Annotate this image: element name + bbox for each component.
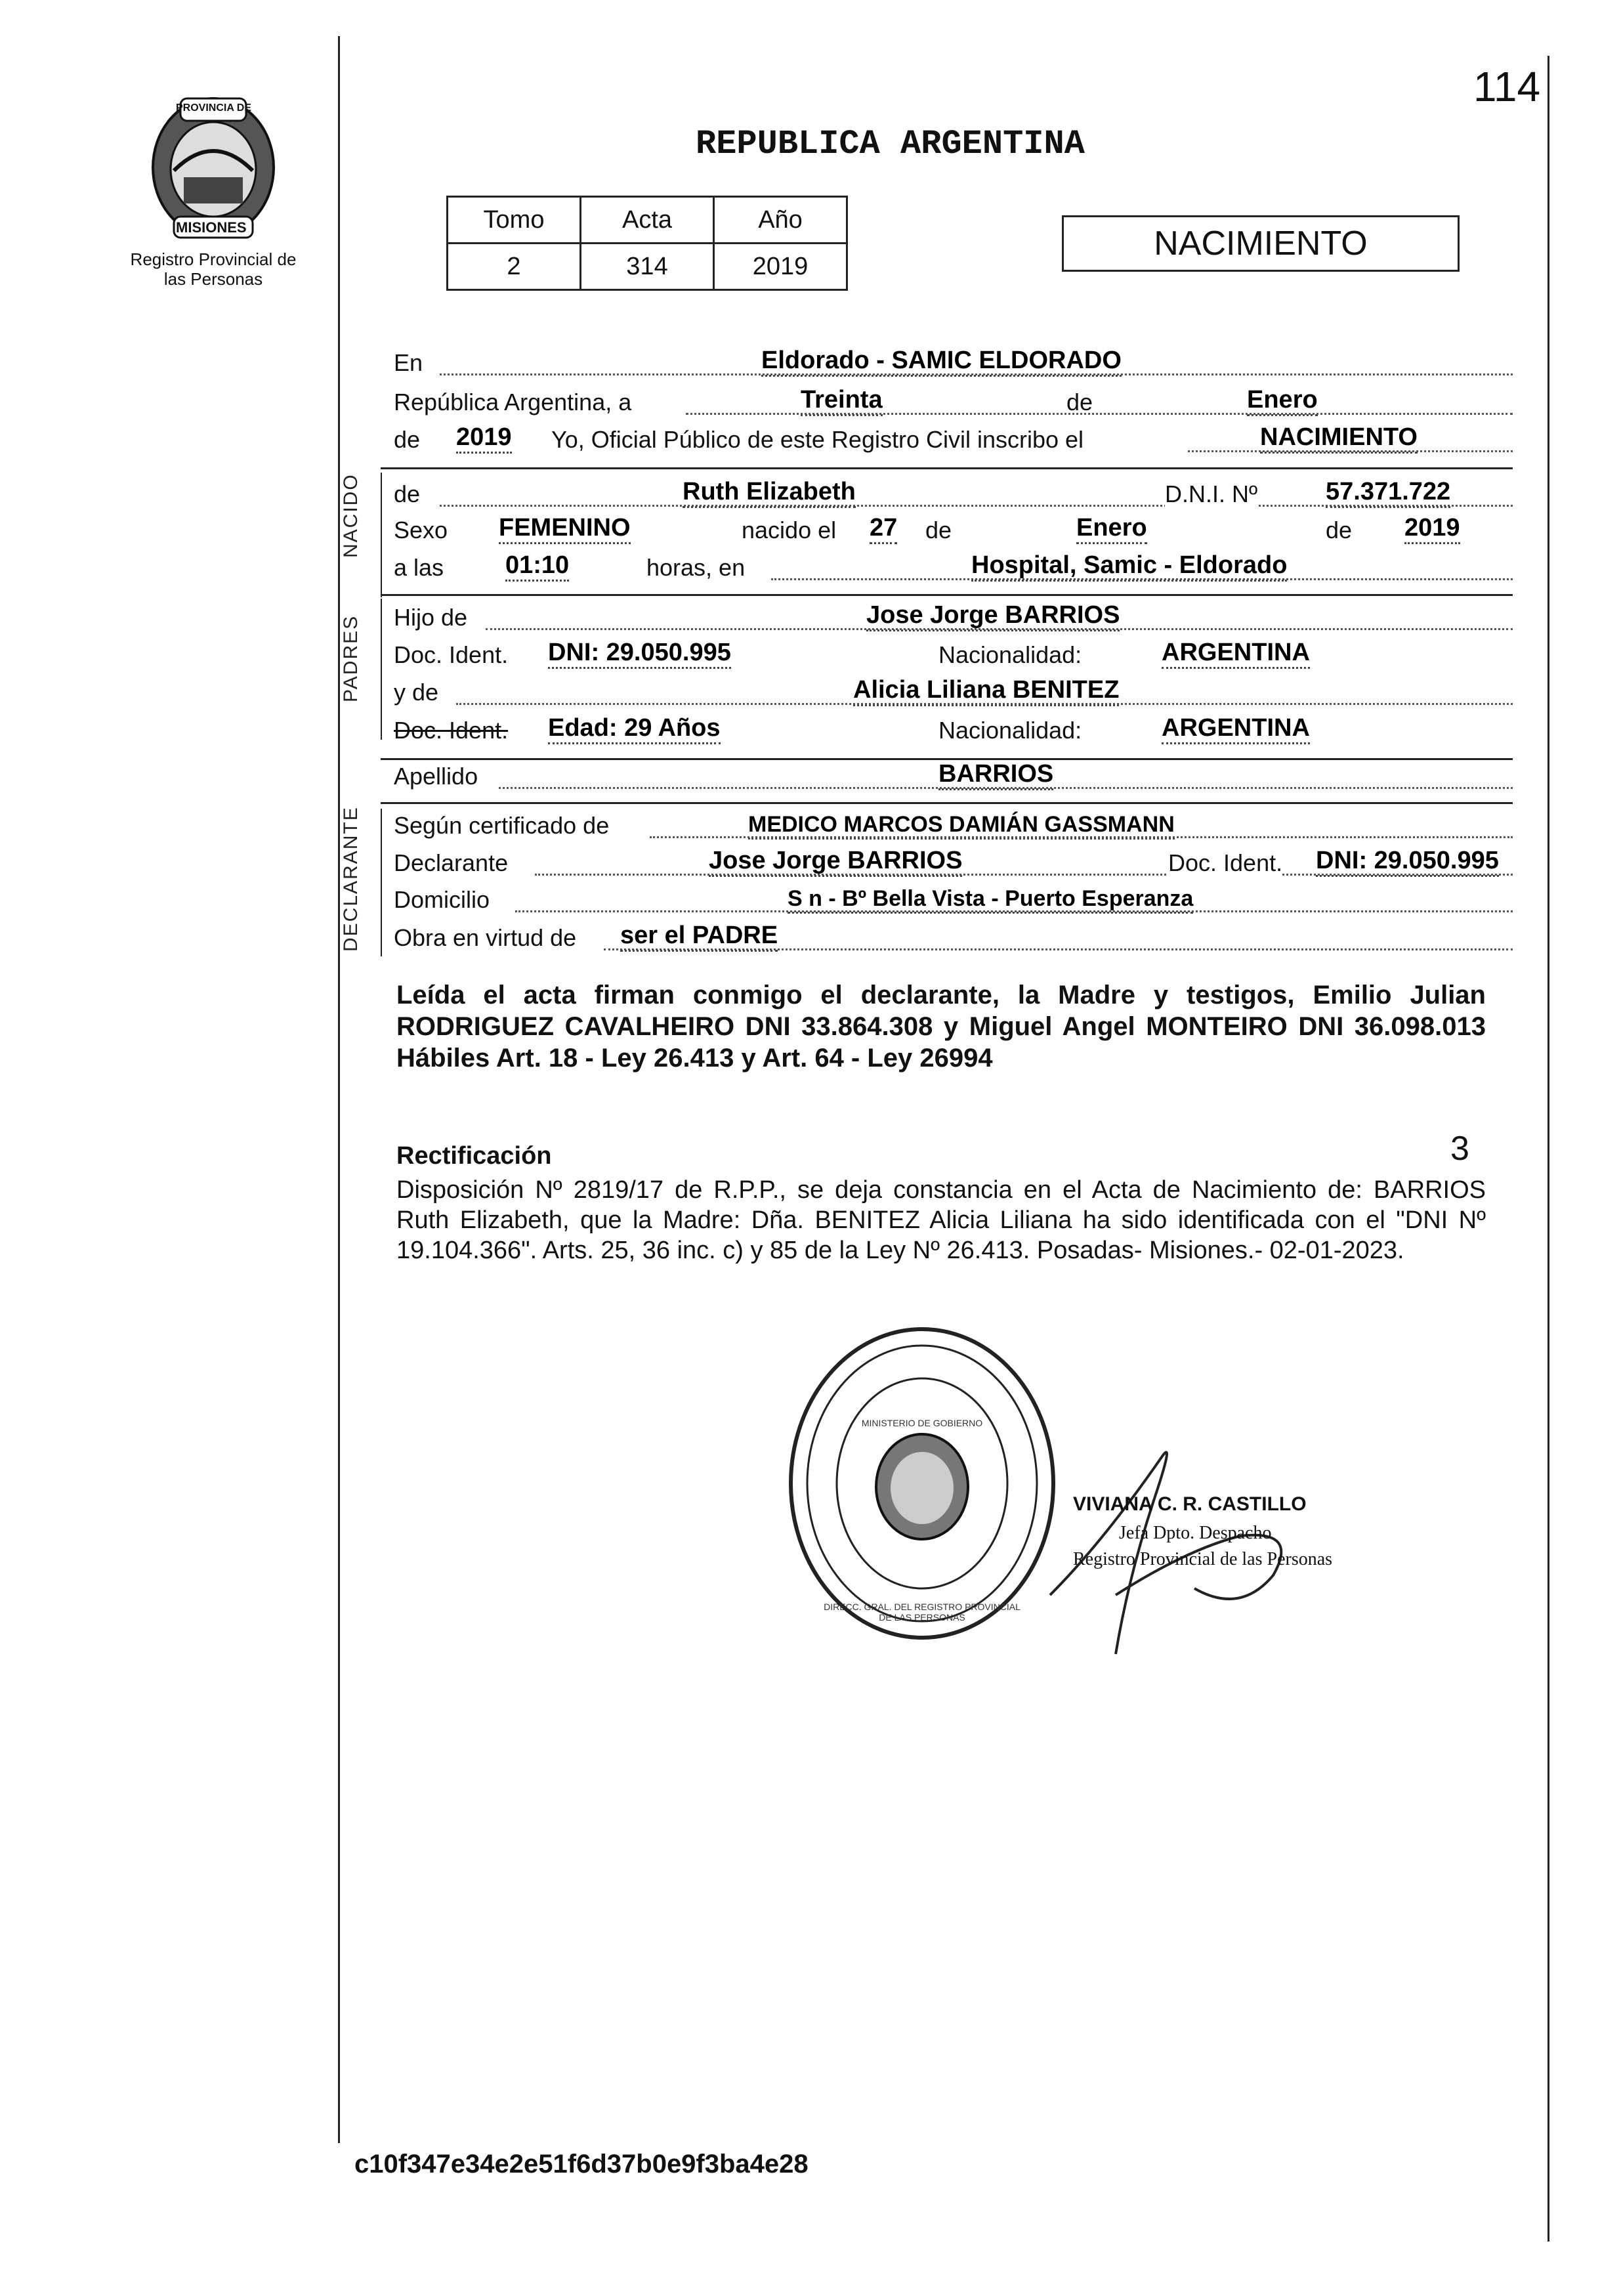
tomo-value: 2 (448, 244, 581, 290)
horas-label: horas, en (646, 554, 746, 581)
right-border (1547, 56, 1549, 2242)
nacido-label: nacido el (742, 517, 837, 543)
line-padre-doc (394, 633, 1513, 671)
line-nombre (394, 473, 1513, 511)
dni-label: D.N.I. Nº (1165, 480, 1258, 507)
registry-label: Registro Provincial de las Personas (130, 249, 297, 289)
obra-value: ser el PADRE (620, 922, 778, 952)
certificado-value: MEDICO MARCOS DAMIÁN GASSMANN (748, 812, 1175, 840)
line-declarante (394, 841, 1513, 880)
declarante-doc-value: DNI: 29.050.995 (1316, 847, 1499, 877)
doc2-label: Doc. Ident. (394, 717, 509, 744)
lugar-nac-value: Hospital, Samic - Eldorado (971, 551, 1287, 582)
emblem-bottom-text: MISIONES (176, 219, 247, 236)
line-en (394, 341, 1513, 379)
country-title: REPUBLICA ARGENTINA (696, 125, 1085, 163)
closing-text: Leída el acta firman conmigo el declarante, la Madre y testigos, Emilio Julian RODRIGUEZ CAVALHEIRO DNI 33.864.308 y Miguel Angel MONTEIRO DNI 36.098.013 Hábiles Art. 18 - Ley 26.413 y Art. 64 - Ley 26994 (396, 981, 1486, 1073)
madre-doc-value: Edad: 29 Años (548, 714, 721, 744)
section-nacido: NACIDO (340, 473, 362, 558)
dni-value: 57.371.722 (1326, 478, 1450, 508)
en-label: En (394, 349, 423, 376)
cert-label: Según certificado de (394, 812, 610, 839)
de3-label: de (394, 480, 421, 507)
doc3-label: Doc. Ident. (1168, 849, 1283, 876)
dia-nac-value: 27 (870, 514, 897, 544)
acto-value: NACIMIENTO (1260, 423, 1418, 454)
inscribo-label: Yo, Oficial Público de este Registro Civil inscribo el (551, 426, 1084, 453)
emblem-top-text: PROVINCIA DE (176, 102, 251, 114)
line-obra (394, 916, 1513, 954)
left-border (338, 36, 340, 2143)
section-padres: PADRES (340, 614, 362, 702)
tomo-acta-ano-table (446, 196, 848, 291)
rectificacion-text: Disposición Nº 2819/17 de R.P.P., se deja constancia en el Acta de Nacimiento de: BARRIOS Ruth Elizabeth, que la Madre: Dña. BENITEZ Alicia Liliana ha sido identificada con el "DNI Nº 19.104.366". Arts. 25, 36 inc. c) y 85 de la Ley Nº 26.413. Posadas- Misiones.- 02-01-2023. (396, 1176, 1486, 1264)
mes-nac-value: Enero (1076, 514, 1147, 544)
signature-role: Jefa Dpto. Despacho (1119, 1523, 1272, 1543)
apellido-value: BARRIOS (938, 760, 1053, 790)
de4-label: de (925, 517, 952, 543)
declarante-value: Jose Jorge BARRIOS (709, 847, 962, 877)
nac2-label: Nacionalidad: (938, 717, 1082, 744)
acta-value: 314 (581, 244, 714, 290)
sexo-label: Sexo (394, 517, 448, 543)
de2-label: de (394, 426, 421, 453)
page-number: 114 (1473, 63, 1541, 110)
madre-nac-value: ARGENTINA (1162, 714, 1310, 744)
lugar-value: Eldorado - SAMIC ELDORADO (761, 347, 1122, 377)
line-certificado (394, 804, 1513, 842)
declarante-label: Declarante (394, 849, 509, 876)
de-label: de (1066, 389, 1093, 415)
document-type: NACIMIENTO (1062, 215, 1460, 272)
signature-name: VIVIANA C. R. CASTILLO (1073, 1493, 1307, 1515)
yde-label: y de (394, 679, 439, 706)
line-padre (394, 596, 1513, 634)
document-hash: c10f347e34e2e51f6d37b0e9f3ba4e28 (354, 2150, 809, 2179)
acta-label: Acta (581, 197, 714, 244)
alas-label: a las (394, 554, 444, 581)
hora-value: 01:10 (505, 551, 569, 582)
seal-inner-text: MINISTERIO DE GOBIERNO (861, 1418, 983, 1428)
sexo-value: FEMENINO (499, 514, 631, 544)
signature-org: Registro Provincial de las Personas (1073, 1549, 1333, 1569)
rectificacion-title: Rectificación (396, 1142, 552, 1170)
hijo-label: Hijo de (394, 604, 468, 631)
tomo-label: Tomo (448, 197, 581, 244)
nombre-value: Ruth Elizabeth (683, 478, 856, 508)
doc-label: Doc. Ident. (394, 641, 509, 668)
ano-label: Año (714, 197, 847, 244)
domicilio-label: Domicilio (394, 886, 490, 913)
line-hora (394, 546, 1513, 584)
mes-value: Enero (1247, 386, 1318, 416)
anio-value: 2019 (456, 423, 512, 454)
line-apellido (394, 755, 1513, 793)
madre-value: Alicia Liliana BENITEZ (853, 676, 1119, 706)
dia-texto-value: Treinta (801, 386, 883, 416)
line-madre-doc (394, 709, 1513, 747)
section-declarante: DECLARANTE (340, 806, 362, 952)
line-domicilio (394, 878, 1513, 916)
anio-nac-value: 2019 (1404, 514, 1460, 544)
rectificacion-number: 3 (1450, 1130, 1469, 1168)
padre-doc-value: DNI: 29.050.995 (548, 639, 731, 669)
domicilio-value: S n - Bº Bella Vista - Puerto Esperanza (788, 886, 1193, 914)
padre-value: Jose Jorge BARRIOS (866, 601, 1120, 631)
ano-value: 2019 (714, 244, 847, 290)
seal-ring-text: DIRECC. GRAL. DEL REGISTRO PROVINCIAL DE LAS PERSONAS (824, 1602, 1021, 1623)
nac-label: Nacionalidad: (938, 641, 1082, 668)
republica-label: República Argentina, a (394, 389, 632, 415)
de5-label: de (1326, 517, 1353, 543)
padre-nac-value: ARGENTINA (1162, 639, 1310, 669)
line-inscribo (394, 418, 1513, 456)
apellido-label: Apellido (394, 763, 478, 790)
line-madre (394, 671, 1513, 709)
line-republica (394, 381, 1513, 419)
obra-label: Obra en virtud de (394, 924, 577, 951)
line-sexo (394, 509, 1513, 547)
